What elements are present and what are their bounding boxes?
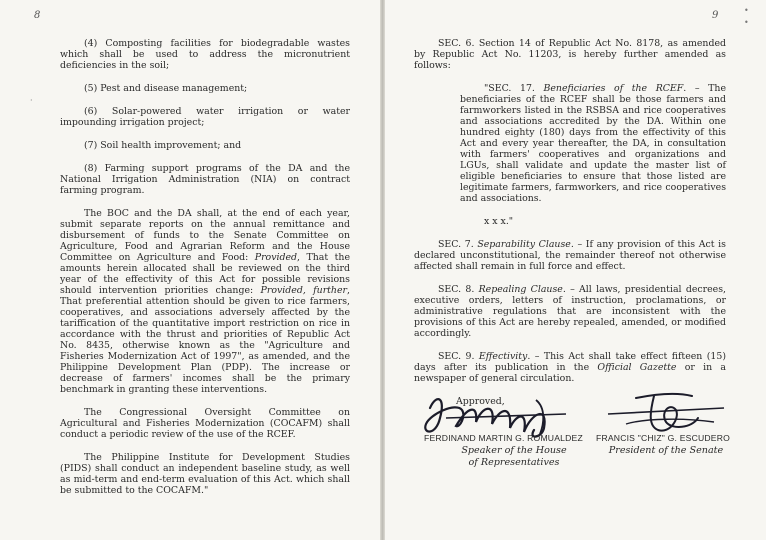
scan-mark: · — [30, 96, 33, 105]
list-item: (7) Soil health improvement; and — [84, 140, 242, 151]
text-run: "SEC. 17. — [484, 83, 544, 94]
signature-senate-president — [596, 388, 736, 438]
scan-mark: • — [744, 18, 749, 27]
omission-mark: x x x." — [484, 216, 514, 227]
list-item: (8) Farming support programs of the DA and the National Irrigation Administration (NIA) on contract farming program. — [60, 163, 350, 196]
list-item: (4) Composting facilities for biodegradable wastes which shall be used to address the micronutrient deficiencies in the soil; — [60, 38, 350, 71]
title-line: of Representatives — [468, 457, 560, 468]
text-run: SEC. 8. — [438, 284, 479, 295]
section-8 — [414, 284, 726, 339]
text-run: or in a newspaper of general circulation. — [414, 362, 726, 384]
signatory-title — [596, 445, 736, 457]
list-item: (6) Solar-powered water irrigation or water impounding irrigation project; — [60, 106, 350, 128]
signatory-name: FRANCIS "CHIZ" G. ESCUDERO — [596, 433, 731, 443]
section-7 — [414, 239, 726, 272]
signatory-name: FERDINAND MARTIN G. ROMUALDEZ — [424, 433, 583, 443]
cocafm-paragraph: The Congressional Oversight Committee on Agricultural and Fisheries Modernization (COCAFM) shall conduct a periodic review of the use of the RCEF. — [60, 407, 350, 440]
signature-block — [384, 388, 766, 498]
page-number-right: 9 — [712, 10, 719, 21]
approved-label: Approved, — [456, 396, 505, 407]
text-run: . – If any provision of this Act is declared unconstitutional, the remainder thereof not otherwise affected shall remain in full force and effect. — [414, 239, 726, 272]
text-run: , That preferential attention should be given to rice farmers, cooperatives, and associations adversely affected by the tariffication of the quantitative import restriction on rice in accordance with the thrust and priorities of Republic Act No. 8435, otherwise known as the "Agriculture and Fisheries Modernization Act of 1997", as amended, and the Philippine Development Plan (PDP). The increase or decrease of farmers' incomes shall be the primary benchmark in granting these interventions. — [60, 285, 350, 395]
section-6: SEC. 6. Section 14 of Republic Act No. 8178, as amended by Republic Act No. 11203, is hereby further amended as follows: — [414, 38, 726, 71]
list-item: (5) Pest and disease management; — [84, 83, 248, 94]
scan-mark: • — [744, 6, 749, 15]
pids-paragraph: The Philippine Institute for Development Studies (PIDS) shall conduct an independent baseline study, as well as mid-term and end-term evaluation of this Act. which shall be submitted to the COCAFM." — [60, 452, 350, 496]
title-line: Speaker of the House — [461, 445, 567, 456]
section-17-quote — [460, 83, 726, 204]
boc-paragraph — [60, 208, 350, 395]
text-run: SEC. 7. — [438, 239, 478, 250]
section-title: Effectivity — [478, 351, 528, 362]
signatory-title — [454, 445, 574, 469]
italic-text: Official Gazette — [597, 362, 677, 373]
text-run: . – The beneficiaries of the RCEF shall be those farmers and farmworkers listed in the RSBSA and rice cooperatives and associations accredited by the DA. Within one hundred eighty (180) days from the effectivity of this Act and every year thereafter, the DA, in consultation with farmers' cooperatives and organizations and LGUs, shall validate and update the master list of eligible beneficiaries to ensure that those listed are legitimate farmers, farmworkers, and rice cooperatives and associations. — [460, 83, 726, 204]
title-line: President of the Senate — [608, 445, 724, 456]
section-title: Repealing Clause — [478, 284, 563, 295]
section-9 — [414, 351, 726, 384]
italic-text: Provided, further — [260, 285, 348, 296]
page-number-left: 8 — [34, 10, 41, 21]
italic-text: Provided — [254, 252, 298, 263]
text-run: , That the amounts herein allocated shall be reviewed on the third year of the effectivity of this Act for possible revisions should intervention priorities change: — [60, 252, 350, 296]
left-page-text — [60, 38, 350, 496]
text-run: . – All laws, presidential decrees, executive orders, letters of instruction, proclamations, or administrative regulations that are inconsistent with the provisions of this Act are hereby repealed, amended, or modified accordingly. — [414, 284, 726, 339]
text-run: The BOC and the DA shall, at the end of each year, submit separate reports on the annual remittance and disbursement of funds to the Senate Committee on Agriculture, Food and Agrarian Reform and the House Committee on Agriculture and Food: — [60, 208, 350, 263]
text-run: . – This Act shall take effect fifteen (15) days after its publication in the — [414, 351, 727, 373]
right-page-text — [414, 38, 726, 407]
section-title: Beneficiaries of the RCEF — [543, 83, 684, 94]
section-title: Separability Clause — [477, 239, 571, 250]
text-run: SEC. 9. — [438, 351, 479, 362]
